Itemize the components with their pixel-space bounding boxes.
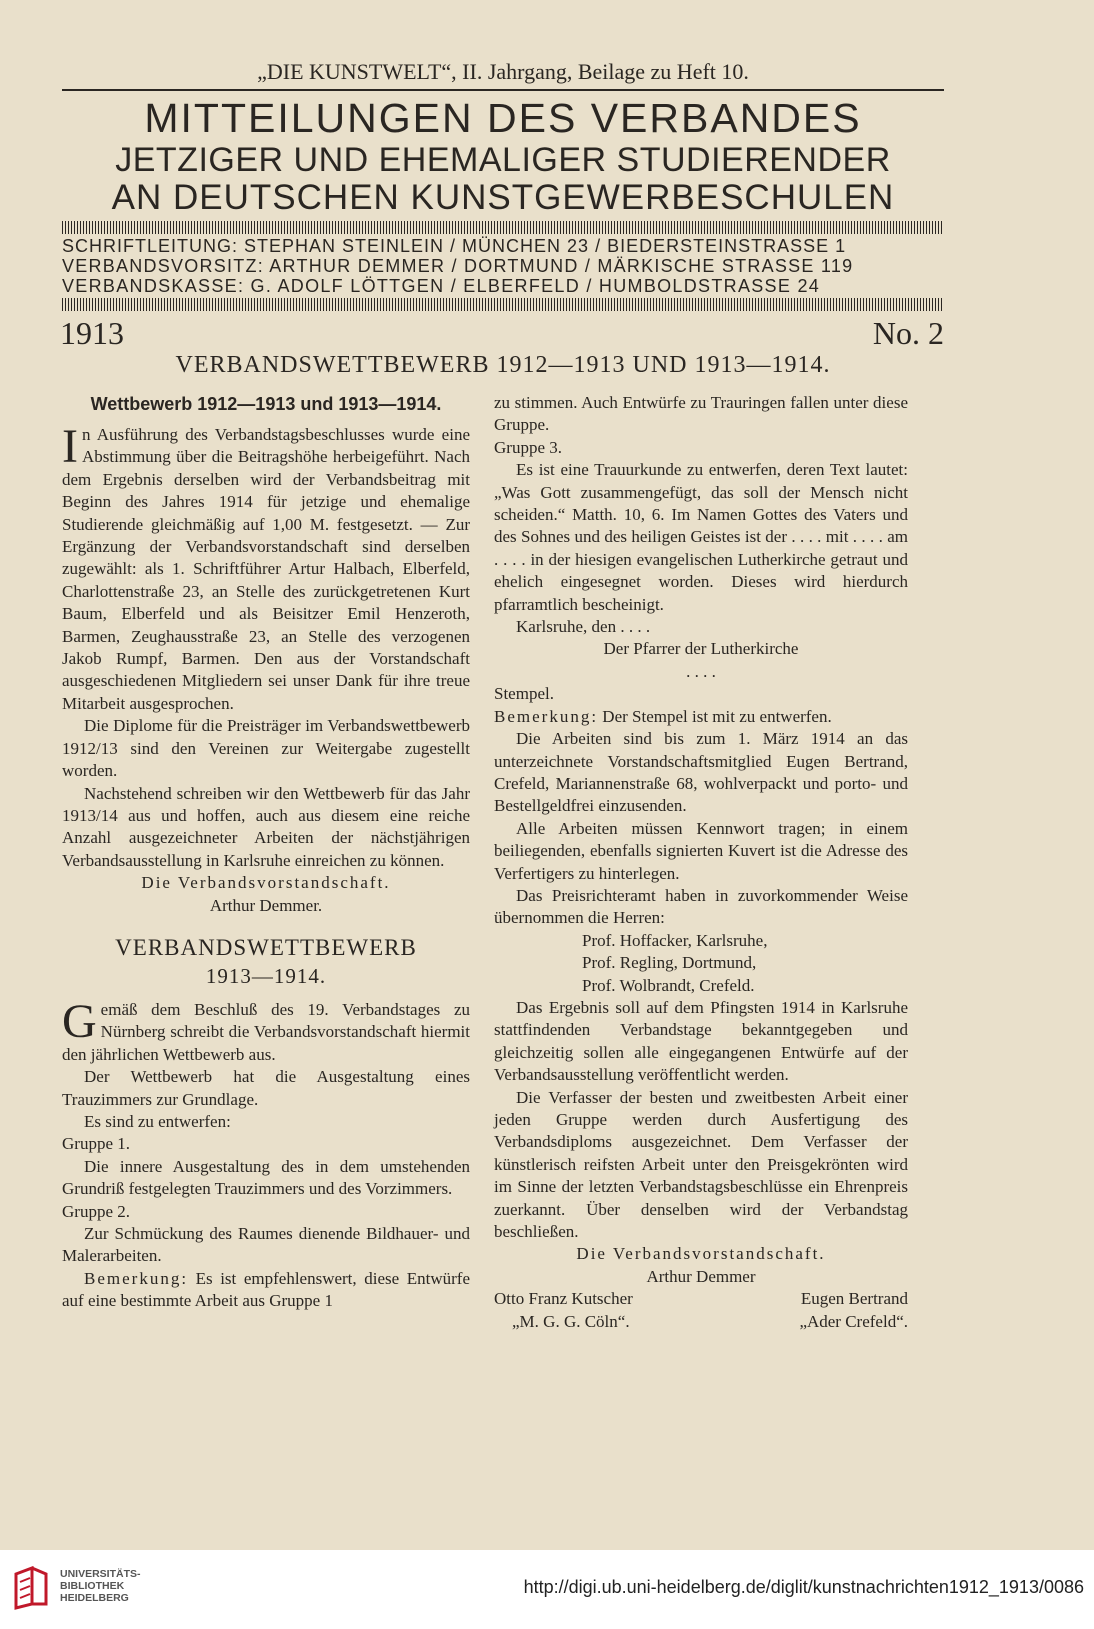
issue-number: No. 2 <box>872 315 944 351</box>
group-3-label: Gruppe 3. <box>494 437 562 457</box>
group-2-label: Gruppe 2. <box>62 1201 130 1221</box>
left-paragraph-ausschreibung: Nachstehend schreiben wir den Wettbewerb für das Jahr 1913/14 aus und hoffen, auch aus diesem eine reiche Anzahl ausgezeichneter Arbeiten der nächstjährigen Verbandsausstellung in Karlsruhe einreichen zu können. <box>62 783 470 870</box>
group-1-label: Gruppe 1. <box>62 1134 130 1154</box>
left-p4-text: emäß dem Beschluß des 19. Verbandstages zu Nürnberg schreibt die Verbandsvorstandschaft hiermit den jährlichen Wettbewerb aus. <box>62 999 470 1064</box>
info-line-2: VERBANDSVORSITZ: ARTHUR DEMMER / DORTMUND / MÄRKISCHE STRASSE 119 <box>62 256 854 276</box>
left-signature-name: Arthur Demmer. <box>209 895 323 915</box>
dropcap-i: I <box>62 420 78 473</box>
supertitle: „DIE KUNSTWELT“, II. Jahrgang, Beilage zu Heft 10. <box>257 59 749 84</box>
left-paragraph-diplome: Die Diplome für die Preisträger im Verbandswettbewerb 1912/13 sind den Vereinen zur Weitergabe zugestellt worden. <box>62 716 470 781</box>
left-heading-2: VERBANDSWETTBEWERB <box>115 934 417 960</box>
library-logo-icon <box>12 1566 50 1610</box>
left-remark-text: Es ist empfehlenswert, diese Entwürfe auf eine bestimmte Arbeit aus Gruppe 1 <box>62 1268 470 1311</box>
left-p1-text: n Ausführung des Verbandstagsbeschlusses wurde eine Abstimmung über die Beitragshöhe herbeigeführt. Nach dem Ergebnis derselben wird der Verbandsbeitrag mit Beginn des Jahres 1914 für jetzige und ehemalige Studierende gleichmäßig auf 1,00 M. festgesetzt. — Zur Ergänzung der Verbandsvorstandschaft sind derselben zugewählt: als 1. Schriftführer Artur Halbach, Elberfeld, Charlottenstraße 23, an Stelle des zurückgetretenen Kurt Baum, Elberfeld und als Beisitzer Emil Henzeroth, Barmen, Zeughausstraße 23, an Stelle des verzogenen Jakob Rumpf, Barmen. Den aus der Vorstandschaft ausgeschiedenen Mitgliedern sei unser Dank für ihre treue Mitarbeit ausgesprochen. <box>62 425 470 713</box>
left-paragraph-grundlage: Der Wettbewerb hat die Ausgestaltung eines Trauzimmers zur Grundlage. <box>62 1067 470 1109</box>
info-line-3: VERBANDSKASSE: G. ADOLF LÖTTGEN / ELBERFELD / HUMBOLDSTRASSE 24 <box>62 276 821 296</box>
hatched-rule-1 <box>62 221 944 234</box>
issue-subject: VERBANDSWETTBEWERB 1912—1913 UND 1913—1914. <box>175 352 831 378</box>
footer-bar <box>0 1550 1094 1629</box>
certificate-stamp: Stempel. <box>494 684 554 704</box>
signatories-associations <box>494 1311 908 1333</box>
right-column <box>494 392 908 1333</box>
left-heading-2-years: 1913—1914. <box>205 963 327 988</box>
right-signature-board: Die Verbandsvorstandschaft. <box>576 1244 826 1264</box>
right-remark <box>494 706 908 728</box>
title-line-3: AN DEUTSCHEN KUNSTGEWERBESCHULEN <box>111 178 895 217</box>
info-line-1: SCHRIFTLEITUNG: STEPHAN STEINLEIN / MÜNCHEN 23 / BIEDERSTEINSTRASSE 1 <box>62 236 847 256</box>
issue-year: 1913 <box>60 315 124 351</box>
group-3-text: Es ist eine Trauurkunde zu entwerfen, deren Text lautet: „Was Gott zusammengefügt, das soll der Mensch nicht scheiden.“ Matth. 10, 6. Im Namen Gottes des Vaters und des Sohnes und des heiligen Geistes ist der . . . . mit . . . . am . . . . in der hiesigen evangelischen Lutherkirche getraut und ehelich eingesegnet worden. Dieses wird hierdurch pfarramtlich bescheinigt. <box>494 460 908 614</box>
signatories-names <box>494 1288 908 1310</box>
title-line-2: JETZIGER UND EHEMALIGER STUDIERENDER <box>115 141 891 179</box>
library-logo-text: UNIVERSITÄTS- BIBLIOTHEK HEIDELBERG <box>60 1568 141 1604</box>
group-2-text: Zur Schmückung des Raumes dienende Bildhauer- und Malerarbeiten. <box>62 1224 470 1266</box>
left-paragraph-intro <box>62 420 470 715</box>
hatched-rule-2 <box>62 298 944 311</box>
right-paragraph-deadline: Die Arbeiten sind bis zum 1. März 1914 an das unterzeichnete Vorstandschaftsmitglied Eugen Bertrand, Crefeld, Mariannenstraße 68, wohlverpackt und porto- und Bestellgeldfrei einzusenden. <box>494 729 908 816</box>
right-signature-name: Arthur Demmer <box>646 1266 756 1286</box>
certificate-place: Karlsruhe, den . . . . <box>516 617 651 637</box>
right-paragraph-diplom: Die Verfasser der besten und zweitbesten Arbeit einer jeden Gruppe werden durch Ausfertigung des Verbandsdiploms ausgezeichnet. Dem Verfasser der künstlerisch reifsten Arbeit unter den Preisgekrönten wird im Sinne der letzten Verbandstagsbeschlüsse ein Ehrenpreis zuerkannt. Über denselben wird der Verbandstag beschließen. <box>494 1087 908 1242</box>
left-column <box>62 392 470 1313</box>
signatory-bertrand: Eugen Bertrand <box>800 1289 908 1309</box>
left-heading: Wettbewerb 1912—1913 und 1913—1914. <box>90 394 442 414</box>
title-line-1: MITTEILUNGEN DES VERBANDES <box>144 95 862 141</box>
right-remark-label: Bemerkung: <box>494 706 599 726</box>
certificate-pastor: Der Pfarrer der Lutherkirche <box>603 639 799 659</box>
certificate-dots: . . . . <box>686 661 716 681</box>
juror-1: Prof. Hoffacker, Karlsruhe, <box>582 930 768 950</box>
left-paragraph-entwerfen: Es sind zu entwerfen: <box>84 1111 231 1131</box>
right-paragraph-kennwort: Alle Arbeiten müssen Kennwort tragen; in einem beiliegenden, ebenfalls signierten Kuvert ist die Adresse des Verfertigers zu hinterlegen. <box>494 818 908 883</box>
left-signature-board: Die Verbandsvorstandschaft. <box>141 873 391 893</box>
left-remark <box>62 1268 470 1313</box>
association-coeln: „M. G. G. Cöln“. <box>512 1311 630 1331</box>
juror-3: Prof. Wolbrandt, Crefeld. <box>582 975 755 995</box>
juror-2: Prof. Regling, Dortmund, <box>582 953 757 973</box>
right-remark-text: Der Stempel ist mit zu entwerfen. <box>602 706 832 726</box>
left-remark-label: Bemerkung: <box>84 1268 189 1288</box>
group-1-text: Die innere Ausgestaltung des in dem umstehenden Grundriß festgelegten Trauzimmers und des Vorzimmers. <box>62 1156 470 1199</box>
permalink-url[interactable]: http://digi.ub.uni-heidelberg.de/diglit/kunstnachrichten1912_1913/0086 <box>523 1577 1084 1597</box>
association-crefeld: „Ader Crefeld“. <box>799 1311 908 1331</box>
left-paragraph-beschluss <box>62 994 470 1066</box>
header-rule-top <box>62 89 944 91</box>
right-paragraph-ergebnis: Das Ergebnis soll auf dem Pfingsten 1914 in Karlsruhe stattfindenden Verbandstage bekanntgegeben und gleichzeitig sollen alle eingegangenen Entwürfe auf der Verbandsausstellung veröffentlicht werden. <box>494 997 908 1085</box>
right-paragraph-jury: Das Preisrichteramt haben in zuvorkommender Weise übernommen die Herren: <box>494 885 908 928</box>
right-paragraph-cont: zu stimmen. Auch Entwürfe zu Trauringen fallen unter diese Gruppe. <box>494 393 908 435</box>
signatory-kutscher: Otto Franz Kutscher <box>494 1289 633 1309</box>
dropcap-g: G <box>62 994 97 1048</box>
